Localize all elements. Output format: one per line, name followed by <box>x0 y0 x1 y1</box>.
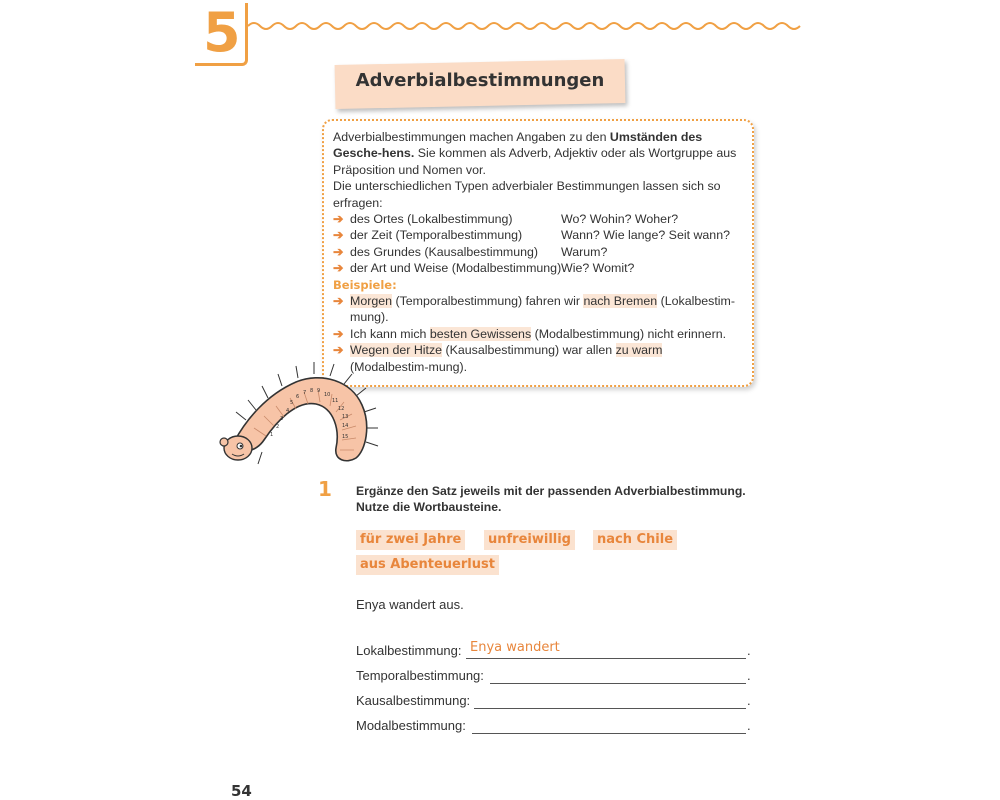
example-sentence: Enya wandert aus. <box>356 597 464 612</box>
type-label: des Grundes (Kausalbestimmung) <box>350 244 539 259</box>
period: . <box>747 668 751 683</box>
answer-line[interactable] <box>474 708 746 709</box>
answer-label: Kausalbestimmung: <box>356 693 471 708</box>
example-row <box>333 293 743 326</box>
example-row <box>333 342 743 375</box>
answer-row-kausal <box>356 693 756 713</box>
examples-heading: Beispiele: <box>333 277 397 292</box>
type-questions: Warum? <box>561 244 608 259</box>
page-number: 54 <box>231 782 252 800</box>
arrow-icon: ➔ <box>333 326 344 341</box>
word-chip[interactable]: aus Abenteuerlust <box>356 555 499 575</box>
example-highlight: zu warm <box>615 343 663 358</box>
worm-number: 14 <box>342 423 349 429</box>
type-questions: Wann? Wie lange? Seit wann? <box>561 228 730 243</box>
word-chip[interactable]: unfreiwillig <box>484 530 575 550</box>
arrow-icon: ➔ <box>333 261 344 276</box>
word-chip[interactable]: nach Chile <box>593 530 677 550</box>
worm-number: 11 <box>332 398 339 404</box>
type-label: der Art und Weise (Modalbestimmung) <box>350 261 562 276</box>
worm-number: 13 <box>342 414 349 420</box>
period: . <box>747 718 751 733</box>
answer-line[interactable] <box>466 658 746 659</box>
worm-number: 10 <box>324 392 331 398</box>
worm-number: 15 <box>342 434 349 440</box>
answer-line[interactable] <box>490 683 746 684</box>
arrow-icon: ➔ <box>333 343 344 358</box>
answer-label: Lokalbestimmung: <box>356 643 462 658</box>
example-text: (Lokalbestim-mung). <box>350 294 735 325</box>
arrow-icon: ➔ <box>333 294 344 309</box>
worm-number: 5 <box>290 400 294 406</box>
type-label: der Zeit (Temporalbestimmung) <box>350 228 523 243</box>
period: . <box>747 693 751 708</box>
wavy-divider <box>248 18 804 38</box>
answer-label: Temporalbestimmung: <box>356 668 484 683</box>
info-intro <box>333 129 743 178</box>
type-label: des Ortes (Lokalbestimmung) <box>350 212 513 227</box>
intro-text: Adverbialbestimmungen machen Angaben zu den <box>333 130 610 144</box>
example-text: (Modalbestimmung) nicht erinnern. <box>531 326 727 341</box>
answer-line[interactable] <box>472 733 746 734</box>
worm-number: 8 <box>310 388 314 394</box>
task-instruction <box>356 483 776 515</box>
period: . <box>747 643 751 658</box>
instruction-line: Ergänze den Satz jeweils mit der passenden Adverbialbestimmung. <box>356 484 746 498</box>
arrow-icon: ➔ <box>333 212 344 227</box>
worm-number: 7 <box>303 390 307 396</box>
example-highlight: Wegen der Hitze <box>350 343 443 358</box>
type-questions: Wie? Womit? <box>561 261 635 276</box>
info-content <box>333 129 743 375</box>
answer-label: Modalbestimmung: <box>356 718 466 733</box>
answer-row-lokal <box>356 640 756 663</box>
chapter-number: 5 <box>203 1 241 64</box>
instruction-line: Nutze die Wortbausteine. <box>356 500 502 514</box>
type-row <box>333 244 743 260</box>
type-row <box>333 260 743 276</box>
types-intro: Die unterschiedlichen Typen adverbialer Bestimmungen lassen sich so erfragen: <box>333 179 721 210</box>
intro-text-2: Sie kommen als Adverb, Adjektiv oder als Wortgruppe aus Präposition und Nomen vor. <box>333 146 737 177</box>
worm-number: 4 <box>286 408 290 414</box>
page-title: Adverbialbestimmungen <box>355 70 605 91</box>
example-highlight: Morgen <box>350 294 393 309</box>
arrow-icon: ➔ <box>333 244 344 259</box>
task-number: 1 <box>318 477 332 501</box>
arrow-icon: ➔ <box>333 228 344 243</box>
type-questions: Wo? Wohin? Woher? <box>561 212 679 227</box>
example-text: Ich kann mich <box>350 326 430 341</box>
worm-number: 2 <box>276 424 280 430</box>
example-text: (Temporalbestimmung) fahren wir <box>392 294 584 309</box>
answer-row-temporal <box>356 668 756 688</box>
answer-text: Enya wandert <box>470 640 560 655</box>
worm-number: 3 <box>280 416 284 422</box>
type-row <box>333 227 743 243</box>
worm-number: 12 <box>338 406 345 412</box>
answer-row-modal <box>356 718 756 738</box>
worm-number: 1 <box>270 432 274 438</box>
word-chip[interactable]: für zwei Jahre <box>356 530 465 550</box>
example-highlight: besten Gewissens <box>429 326 532 341</box>
example-highlight: nach Bremen <box>583 294 658 309</box>
example-text: (Kausalbestimmung) war allen <box>442 343 616 358</box>
caterpillar-illustration <box>216 360 386 470</box>
example-text: (Modalbestim-mung). <box>350 359 468 374</box>
worm-number: 6 <box>296 394 300 400</box>
type-row <box>333 211 743 227</box>
intro-bold: Umständen des Gesche-hens. <box>333 130 703 161</box>
example-row <box>333 326 743 342</box>
worm-number: 9 <box>317 388 321 394</box>
